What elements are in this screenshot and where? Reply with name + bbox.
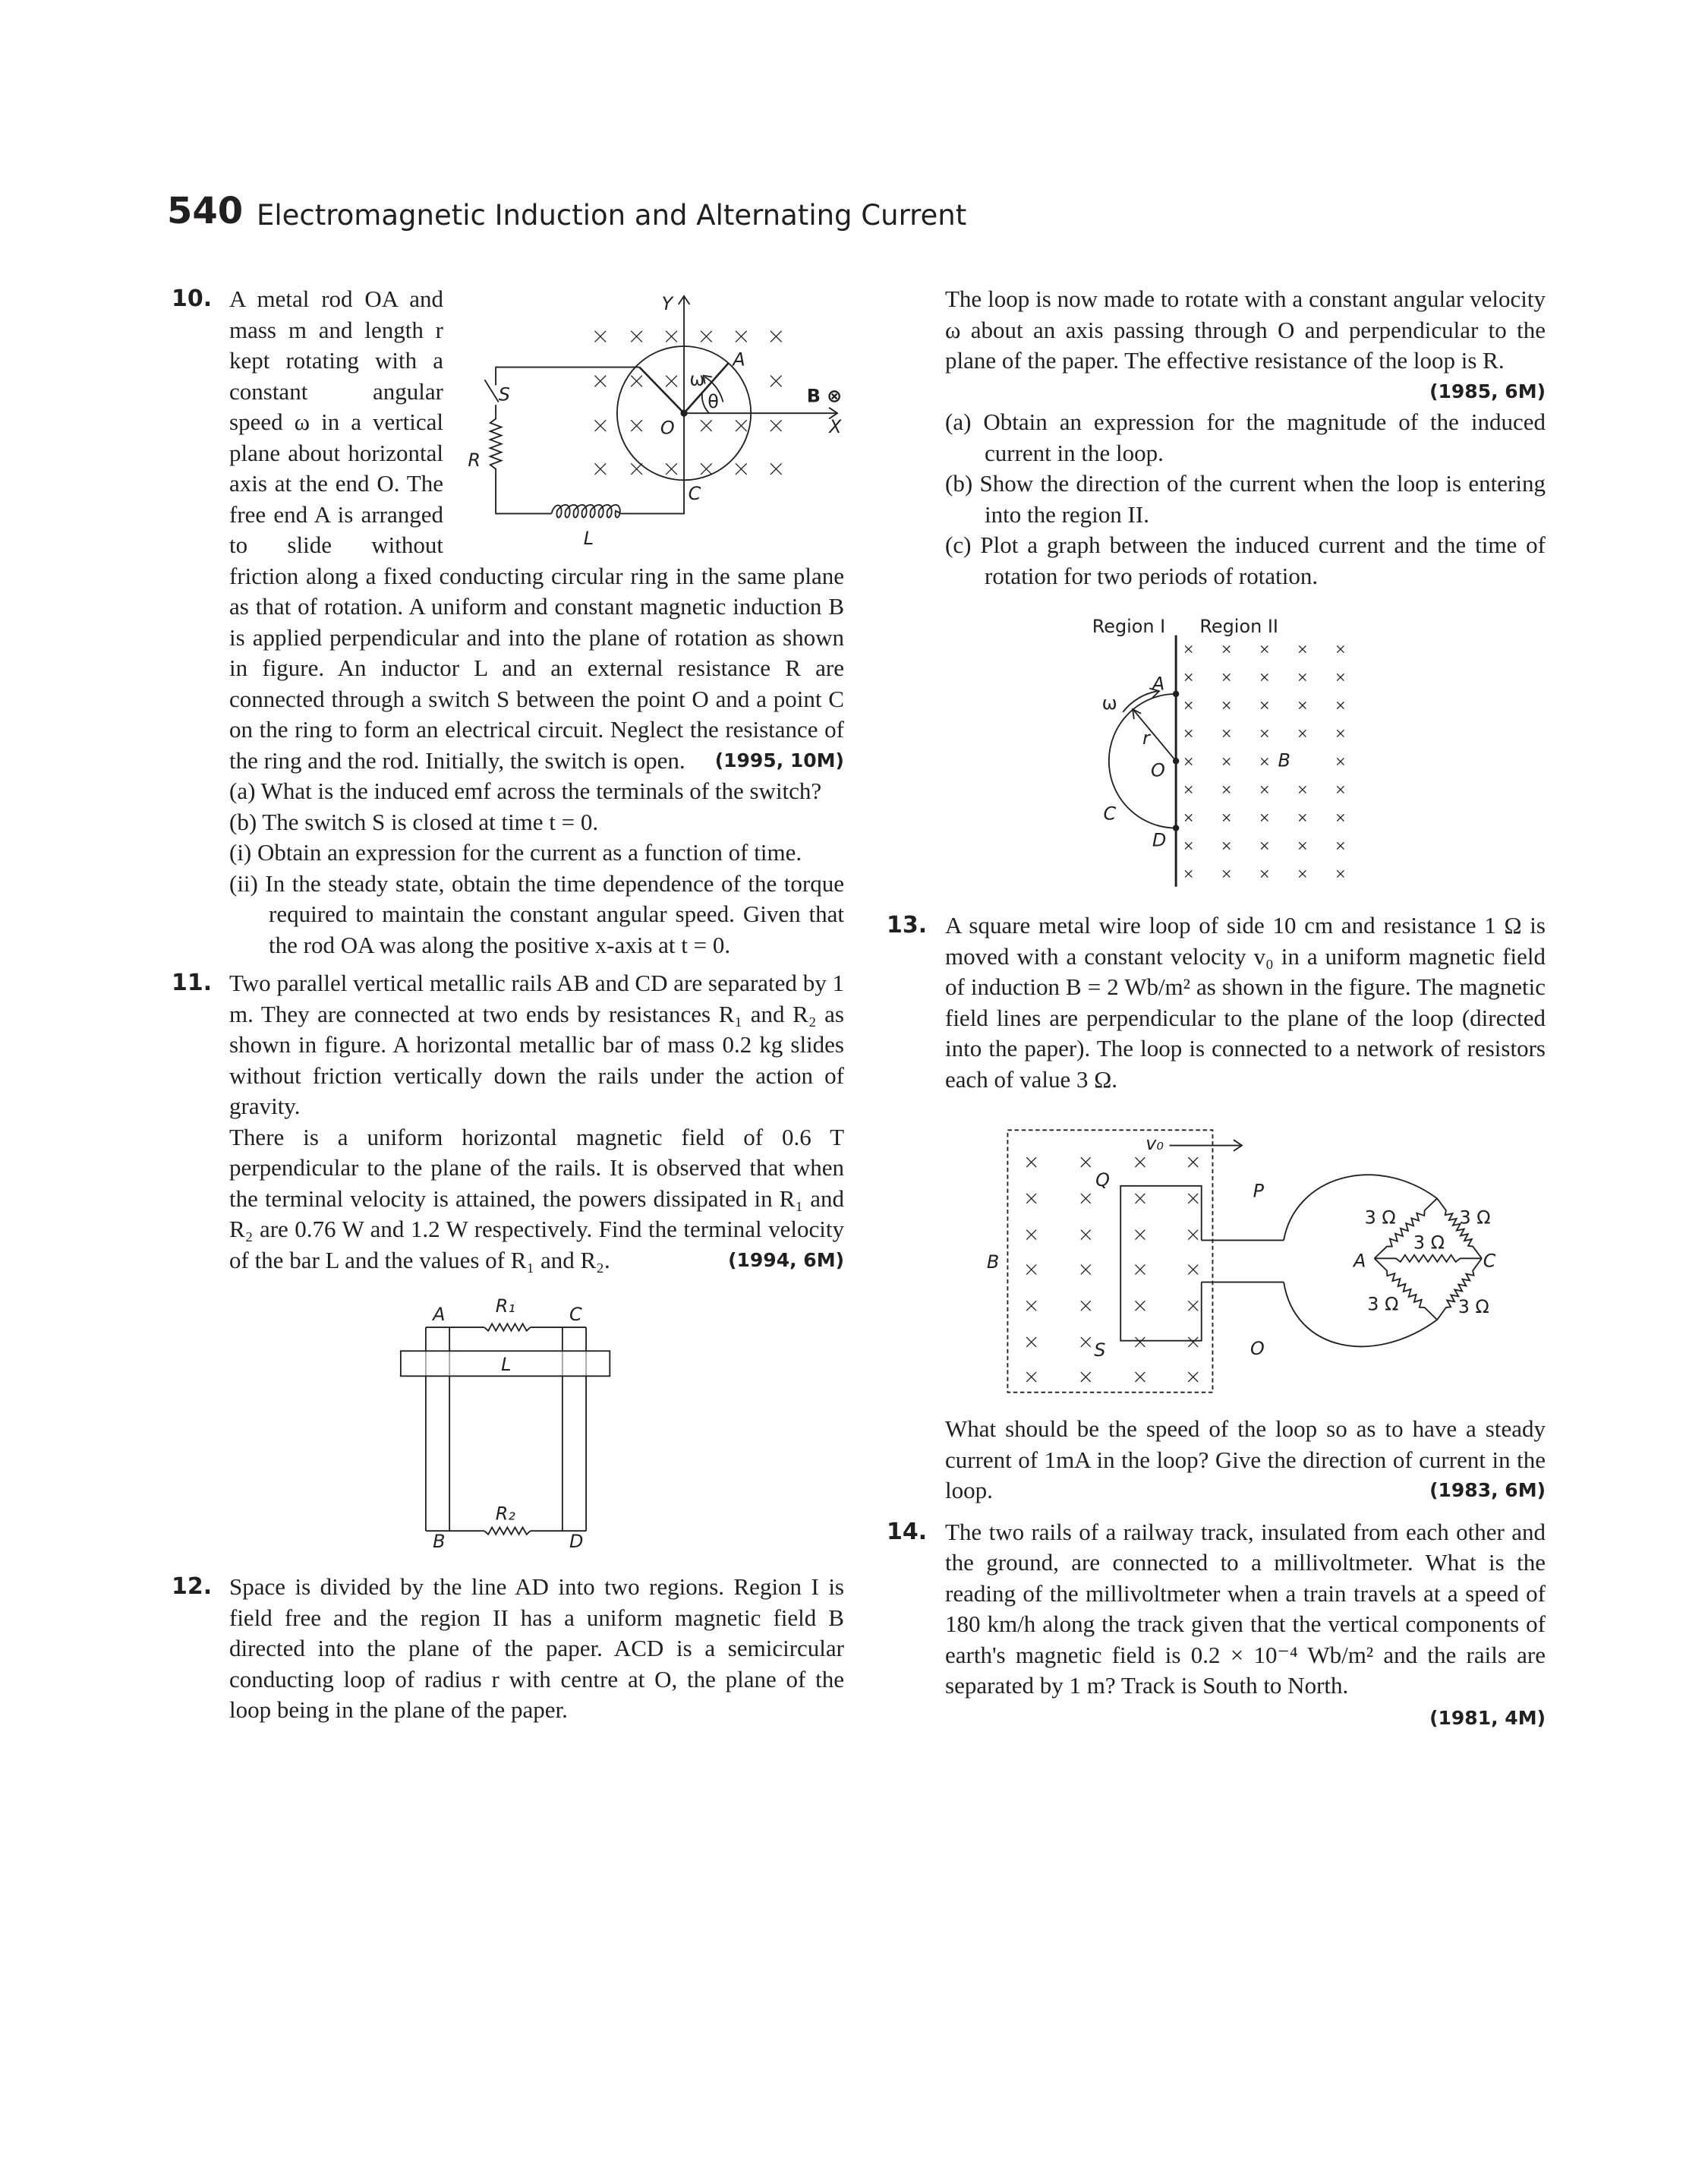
field-cross-icon xyxy=(1299,674,1306,680)
field-cross-icon xyxy=(1223,674,1230,680)
figure-container xyxy=(945,1095,1546,1414)
label-s: S xyxy=(498,383,510,405)
field-cross-icon xyxy=(1223,758,1230,765)
question-part: (ii) In the steady state, obtain the time dependence of the torque required to maintain the constant angular speed. Given that the rod OA was along the positive x-axis at t = 0. xyxy=(229,869,844,958)
label-x: X xyxy=(829,415,842,437)
field-cross-icon xyxy=(1299,870,1306,877)
field-cross-icon xyxy=(594,463,606,475)
label-c: C xyxy=(688,483,701,505)
field-cross-icon xyxy=(701,331,712,342)
field-cross-icon xyxy=(1223,702,1230,708)
label-y: Y xyxy=(661,293,673,315)
figure-loop-network xyxy=(977,1121,1507,1401)
question-10 xyxy=(172,284,844,961)
figure-rotating-rod xyxy=(461,286,865,551)
field-cross-icon xyxy=(1185,730,1192,737)
field-cross-icon xyxy=(1081,1337,1091,1347)
field-cross-icon xyxy=(1188,1157,1198,1167)
field-cross-icon xyxy=(1081,1265,1091,1275)
question-text xyxy=(945,284,1546,402)
resistor-label: 3 Ω xyxy=(1413,1232,1445,1254)
figure-container xyxy=(229,1276,844,1572)
field-cross-icon xyxy=(1081,1194,1091,1203)
field-cross-icon xyxy=(1081,1301,1091,1311)
question-part: (a) What is the induced emf across the terminals of the switch? xyxy=(229,778,822,804)
left-column xyxy=(172,284,844,1726)
label-p: P xyxy=(1253,1180,1265,1202)
label-d: D xyxy=(1152,829,1167,851)
field-cross-icon xyxy=(1223,842,1230,849)
label-region-2: Region II xyxy=(1199,615,1278,637)
field-cross-icon xyxy=(1299,786,1306,793)
field-cross-icon xyxy=(1261,730,1268,737)
label-theta: θ xyxy=(707,390,719,412)
label-a: A xyxy=(1152,673,1165,695)
question-12 xyxy=(172,1572,844,1726)
field-cross-icon xyxy=(1299,645,1306,652)
field-cross-icon xyxy=(1185,645,1192,652)
field-cross-icon xyxy=(1185,814,1192,821)
field-cross-icon xyxy=(1185,786,1192,793)
field-cross-icon xyxy=(1337,730,1344,737)
field-cross-icon xyxy=(1223,814,1230,821)
label-o: O xyxy=(660,417,675,439)
field-cross-icon xyxy=(1337,786,1344,793)
question-text xyxy=(229,1122,844,1276)
label-c: C xyxy=(569,1303,582,1325)
label-r2: R₂ xyxy=(495,1503,515,1525)
field-cross-icon xyxy=(1337,842,1344,849)
field-cross-icon xyxy=(1185,758,1192,765)
field-cross-icon xyxy=(770,376,782,387)
field-cross-icon xyxy=(1223,786,1230,793)
field-cross-icon xyxy=(1261,758,1268,765)
label-b: B ⊗ xyxy=(806,385,843,407)
question-number: 12. xyxy=(172,1573,213,1600)
figure-semicircle-loop xyxy=(1081,614,1360,894)
label-l: L xyxy=(583,527,594,549)
field-cross-icon xyxy=(1026,1372,1036,1382)
field-cross-icon xyxy=(1185,674,1192,680)
field-cross-icon xyxy=(1135,1230,1145,1240)
label-c: C xyxy=(1483,1250,1496,1272)
label-r: R xyxy=(468,449,481,471)
question-text xyxy=(945,1414,1546,1506)
question-part: (i) Obtain an expression for the current as a function of time. xyxy=(229,839,802,866)
field-cross-icon xyxy=(1185,870,1192,877)
resistor-label: 3 Ω xyxy=(1367,1293,1399,1315)
question-text-body: The loop is now made to rotate with a constant angular velocity ω about an axis passing through O and perpendicular to the plane of the paper. The effective resistance of the loop is R. xyxy=(945,285,1546,374)
question-11 xyxy=(172,968,844,1276)
label-omega: ω xyxy=(1101,692,1117,715)
field-cross-icon xyxy=(1299,842,1306,849)
question-text: Space is divided by the line AD into two regions. Region I is field free and the region II has a uniform magnetic field B directed into the plane of the paper. ACD is a semicircular conducting loop of radius r with centre at O, the plane of the loop being in the plane of the paper. xyxy=(229,1573,844,1723)
year-tag: (1985, 6M) xyxy=(1429,380,1546,402)
field-cross-icon xyxy=(1223,730,1230,737)
label-v0: v₀ xyxy=(1145,1133,1164,1155)
label-b: B xyxy=(986,1251,1000,1273)
label-d: D xyxy=(569,1531,584,1553)
field-cross-icon xyxy=(1223,870,1230,877)
field-cross-icon xyxy=(1261,870,1268,877)
field-cross-icon xyxy=(1081,1230,1091,1240)
field-cross-icon xyxy=(1261,645,1268,652)
label-l: L xyxy=(501,1353,512,1375)
field-cross-icon xyxy=(1261,786,1268,793)
field-cross-icon xyxy=(1261,814,1268,821)
field-cross-icon xyxy=(1337,870,1344,877)
field-cross-icon xyxy=(1026,1230,1036,1240)
label-s: S xyxy=(1094,1339,1106,1361)
question-part: (b) Show the direction of the current when the loop is entering into the region II. xyxy=(945,470,1546,528)
question-text: The two rails of a railway track, insulated from each other and the ground, are connected to a millivoltmeter. What is the reading of the millivoltmeter when a train travels at a speed of 180 km/h along the track given that the vertical components of earth's magnetic field is 0.2 × 10⁻⁴ Wb/m² and the rails are separated by 1 m? Track is South to North. xyxy=(945,1518,1546,1699)
resistor-label: 3 Ω xyxy=(1459,1207,1491,1229)
field-cross-icon xyxy=(631,331,642,342)
year-tag: (1983, 6M) xyxy=(1429,1479,1546,1501)
label-b: B xyxy=(1278,749,1290,771)
label-omega: ω xyxy=(689,368,705,390)
question-text: A square metal wire loop of side 10 cm and resistance 1 Ω is moved with a constant velocity v₀ in a uniform magnetic field of induction B = 2 Wb/m² as shown in the figure. The magnetic field lines are perpendicular to the plane of the loop (directed into the paper). The loop is connected to a network of resistors each of value 3 Ω. xyxy=(945,912,1546,1093)
field-cross-icon xyxy=(1337,674,1344,680)
field-cross-icon xyxy=(1135,1301,1145,1311)
field-cross-icon xyxy=(1188,1230,1198,1240)
label-a: A xyxy=(433,1303,446,1325)
field-cross-icon xyxy=(736,420,747,431)
label-o: O xyxy=(1151,759,1165,781)
figure-container xyxy=(443,284,844,560)
label-q: Q xyxy=(1095,1169,1110,1191)
question-part: (a) Obtain an expression for the magnitude of the induced current in the loop. xyxy=(945,409,1546,466)
chapter-title: Electromagnetic Induction and Alternating Current xyxy=(257,199,967,232)
field-cross-icon xyxy=(1135,1194,1145,1203)
field-cross-icon xyxy=(736,463,747,475)
field-cross-icon xyxy=(1261,702,1268,708)
resistor-icon xyxy=(1375,1255,1482,1262)
field-cross-icon xyxy=(1081,1157,1091,1167)
field-cross-icon xyxy=(631,420,642,431)
field-cross-icon xyxy=(770,420,782,431)
field-cross-icon xyxy=(1185,702,1192,708)
field-cross-icon xyxy=(1299,702,1306,708)
field-cross-icon xyxy=(701,420,712,431)
question-part: (c) Plot a graph between the induced current and the time of rotation for two periods of rotation. xyxy=(945,532,1546,589)
field-cross-icon xyxy=(1188,1372,1198,1382)
field-cross-icon xyxy=(1188,1337,1198,1347)
field-cross-icon xyxy=(1299,730,1306,737)
field-cross-icon xyxy=(1188,1301,1198,1311)
field-cross-icon xyxy=(701,463,712,475)
label-r1: R₁ xyxy=(495,1295,515,1317)
figure-container xyxy=(945,591,1546,910)
figure-rails xyxy=(391,1292,621,1553)
field-cross-icon xyxy=(594,376,606,387)
field-cross-icon xyxy=(631,463,642,475)
year-tag: (1995, 10M) xyxy=(714,749,844,771)
field-cross-icon xyxy=(1135,1337,1145,1347)
question-13-continued xyxy=(945,1414,1546,1506)
label-a: A xyxy=(733,349,745,371)
field-cross-icon xyxy=(1135,1265,1145,1275)
field-cross-icon xyxy=(1223,645,1230,652)
field-cross-icon xyxy=(594,331,606,342)
field-cross-icon xyxy=(1185,842,1192,849)
field-cross-icon xyxy=(1188,1194,1198,1203)
page-number: 540 xyxy=(167,190,244,232)
question-text: Two parallel vertical metallic rails AB and CD are separated by 1 m. They are connected at two ends by resistances R₁ and R₂ as shown in figure. A horizontal metallic bar of mass 0.2 kg slides without friction vertically down the rails under the action of gravity. xyxy=(229,970,844,1119)
question-number: 10. xyxy=(172,285,213,312)
year-tag: (1994, 6M) xyxy=(728,1248,844,1271)
question-text-body: There is a uniform horizontal magnetic field of 0.6 T perpendicular to the plane of the rails. It is observed that when the terminal velocity is attained, the powers dissipated in R₁ and R₂ are 0.76 W and 1.2 W respectively. Find the terminal velocity of the bar L and the values of R₁ and R₂. xyxy=(229,1123,844,1273)
question-part: (b) The switch S is closed at time t = 0. xyxy=(229,808,599,835)
field-cross-icon xyxy=(1026,1337,1036,1347)
field-cross-icon xyxy=(1299,814,1306,821)
field-cross-icon xyxy=(1337,702,1344,708)
field-cross-icon xyxy=(1135,1372,1145,1382)
label-r: r xyxy=(1142,727,1150,749)
question-number: 11. xyxy=(172,970,213,996)
field-cross-icon xyxy=(770,463,782,475)
question-number: 14. xyxy=(887,1518,928,1545)
question-12-continued xyxy=(945,284,1546,591)
resistor-label: 3 Ω xyxy=(1457,1295,1489,1317)
field-cross-icon xyxy=(1337,758,1344,765)
question-text-body: What should be the speed of the loop so as to have a steady current of 1mA in the loop? Give the direction of current in the loop. xyxy=(945,1415,1546,1503)
right-column xyxy=(887,284,1546,1733)
label-b: B xyxy=(433,1531,446,1553)
field-cross-icon xyxy=(1026,1301,1036,1311)
field-cross-icon xyxy=(631,376,642,387)
question-number: 13. xyxy=(887,912,928,939)
field-cross-icon xyxy=(1026,1194,1036,1203)
question-14 xyxy=(887,1517,1546,1734)
resistor-label: 3 Ω xyxy=(1364,1207,1396,1229)
label-a: A xyxy=(1353,1250,1366,1272)
field-cross-icon xyxy=(666,463,677,475)
field-cross-icon xyxy=(1081,1372,1091,1382)
question-text-body: A metal rod OA and mass m and length r kept rotating with a constant angular speed ω in a vertical plane about horizontal axis at the end O. The free end A is arranged to slide without friction along a fixed conducting circular ring in the same plane as that of rotation. A uniform and constant magnetic induction B is applied perpendicular and into the plane of rotation as shown in figure. An inductor L and an external resistance R are connected through a switch S between the point O and a point C on the ring to form an electrical circuit. Neglect the resistance of the ring and the rod. Initially, the switch is open. xyxy=(229,285,844,774)
field-cross-icon xyxy=(1135,1157,1145,1167)
label-o: O xyxy=(1250,1338,1265,1360)
field-cross-icon xyxy=(666,376,677,387)
field-cross-icon xyxy=(1261,674,1268,680)
field-cross-icon xyxy=(1337,814,1344,821)
field-cross-icon xyxy=(666,331,677,342)
field-cross-icon xyxy=(1026,1265,1036,1275)
field-cross-icon xyxy=(1026,1157,1036,1167)
label-region-1: Region I xyxy=(1092,615,1166,637)
field-cross-icon xyxy=(1188,1265,1198,1275)
field-cross-icon xyxy=(1261,842,1268,849)
question-13 xyxy=(887,910,1546,1095)
year-tag: (1981, 4M) xyxy=(1429,1706,1546,1729)
field-cross-icon xyxy=(770,331,782,342)
field-cross-icon xyxy=(594,420,606,431)
field-cross-icon xyxy=(1337,645,1344,652)
label-c: C xyxy=(1103,803,1117,825)
field-cross-icon xyxy=(736,331,747,342)
